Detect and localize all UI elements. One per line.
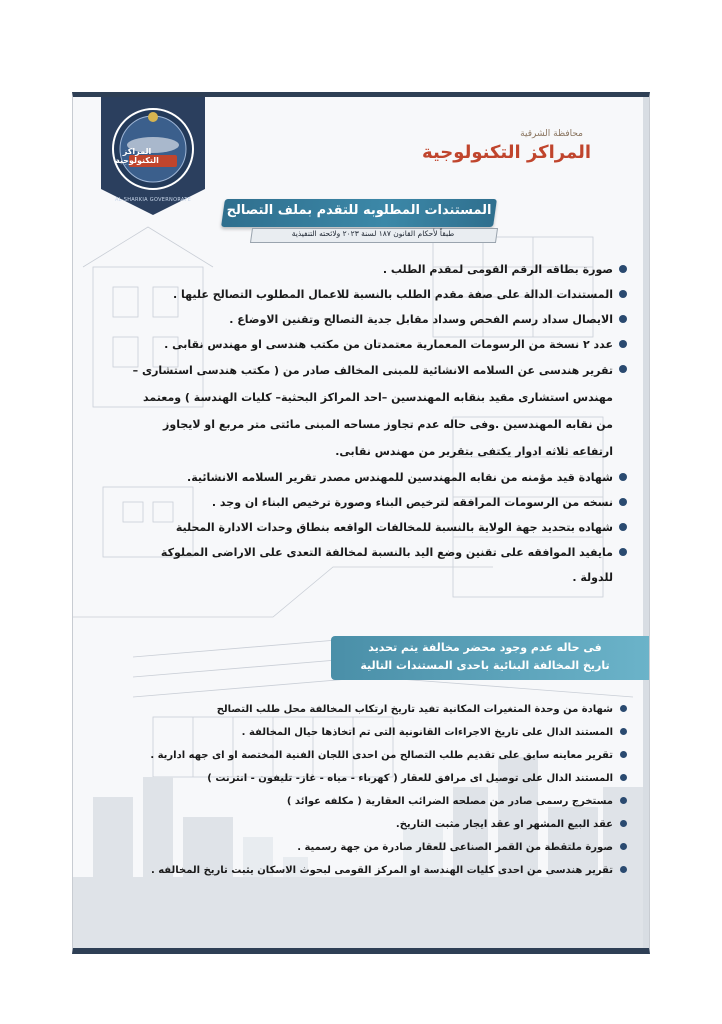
list-item: شهاده بتحديد جهة الولاية بالنسبة للمخالفات الواقعه بنطاق وحدات الادارة المحلية xyxy=(127,515,627,540)
list-item: المستندات الدالة على صفة مقدم الطلب بالنسبة للاعمال المطلوب التصالح عليها . xyxy=(127,282,627,307)
bullet-icon xyxy=(619,290,627,298)
list-item: صورة ملتقطة من القمر الصناعى للعقار صادرة من جهة رسمية . xyxy=(127,836,627,859)
bullet-icon xyxy=(620,797,627,804)
bullet-icon xyxy=(620,843,627,850)
bullet-icon xyxy=(620,705,627,712)
page-subtitle: طبقاً لأحكام القانون ١٨٧ لسنة ٢٠٢٣ ولائحته التنفيذية xyxy=(291,229,455,238)
alternative-documents-list xyxy=(127,698,627,882)
list-item: شهادة قيد مؤمنه من نقابه المهندسين للمهندس مصدر تقرير السلامه الانشائية. xyxy=(127,465,627,490)
list-item: المستند الدال على تاريخ الاجراءات القانونية التى تم اتخاذها حيال المخالفة . xyxy=(127,721,627,744)
document-page xyxy=(72,92,650,954)
bullet-icon xyxy=(620,774,627,781)
bullet-icon xyxy=(619,498,627,506)
list-item: مستخرج رسمى صادر من مصلحه الضرائب العقارية ( مكلفه عوائد ) xyxy=(127,790,627,813)
bullet-icon xyxy=(619,523,627,531)
technology-centers-title: المراكز التكنولوجية xyxy=(422,142,591,163)
bullet-icon xyxy=(619,315,627,323)
list-item: نسخه من الرسومات المرافقه لترخيص البناء وصورة ترخيص البناء ان وجد . xyxy=(127,490,627,515)
bullet-icon xyxy=(620,866,627,873)
logo-name: المراكز التكنولوجية xyxy=(115,147,159,165)
logo-caption: AL-SHARKIA GOVERNORATE xyxy=(114,197,192,203)
requirements-list xyxy=(127,257,627,590)
bullet-icon xyxy=(619,365,627,373)
list-item: المستند الدال على توصيل اى مرافق للعقار ( كهرباء - مياه - غاز- تليفون - انترنت ) xyxy=(127,767,627,790)
bullet-icon xyxy=(620,820,627,827)
page-title: المستندات المطلوبه للتقدم بملف التصالح xyxy=(226,203,492,218)
bullet-icon xyxy=(619,340,627,348)
governorate-label: محافظة الشرقية xyxy=(520,129,583,139)
list-item: صورة بطاقه الرقم القومى لمقدم الطلب . xyxy=(127,257,627,282)
list-item: عقد البيع المشهر او عقد ايجار مثبت التاريخ. xyxy=(127,813,627,836)
list-item: تقرير هندسى عن السلامه الانشائية للمبنى المخالف صادر من ( مكتب هندسى استشارى – مهندس استشارى مقيد بنقابه المهندسين –احد المراكز البحثية– كليات الهندسة ) ومعتمد من نقابه المهندسين .وفى حاله عدم تجاوز مساحه المبنى مائتى متر مربع او لايجاوز ارتفاعه ثلاثه ادوار يكتفى بتقرير من مهندس نقابى. xyxy=(127,357,627,465)
list-item: مايفيد الموافقه على تقنين وضع اليد بالنسبة لمخالفة التعدى على الاراضى المملوكة للدولة . xyxy=(127,540,627,590)
list-item: الايصال سداد رسم الفحص وسداد مقابل جدية التصالح وتقنين الاوضاع . xyxy=(127,307,627,332)
bullet-icon xyxy=(619,548,627,556)
list-item: عدد ٢ نسخة من الرسومات المعمارية معتمدتان من مكتب هندسى او مهندس نقابى . xyxy=(127,332,627,357)
list-item: تقرير معاينه سابق على تقديم طلب التصالح من احدى اللجان الفنية المختصة او اى جهه ادارية . xyxy=(127,744,627,767)
list-item: شهادة من وحدة المتغيرات المكانية تفيد تاريخ ارتكاب المخالفة محل طلب التصالح xyxy=(127,698,627,721)
section-heading: فى حاله عدم وجود محضر مخالفة يتم تحديد تاريخ المخالفة البنائية باحدى المستندات التالية xyxy=(360,641,610,672)
list-item: تقرير هندسى من احدى كليات الهندسة او المركز القومى لبحوث الاسكان يثبت تاريخ المخالفه . xyxy=(127,859,627,882)
bullet-icon xyxy=(620,751,627,758)
bullet-icon xyxy=(619,265,627,273)
page-edge-stripe xyxy=(643,97,649,948)
bullet-icon xyxy=(620,728,627,735)
bullet-icon xyxy=(619,473,627,481)
